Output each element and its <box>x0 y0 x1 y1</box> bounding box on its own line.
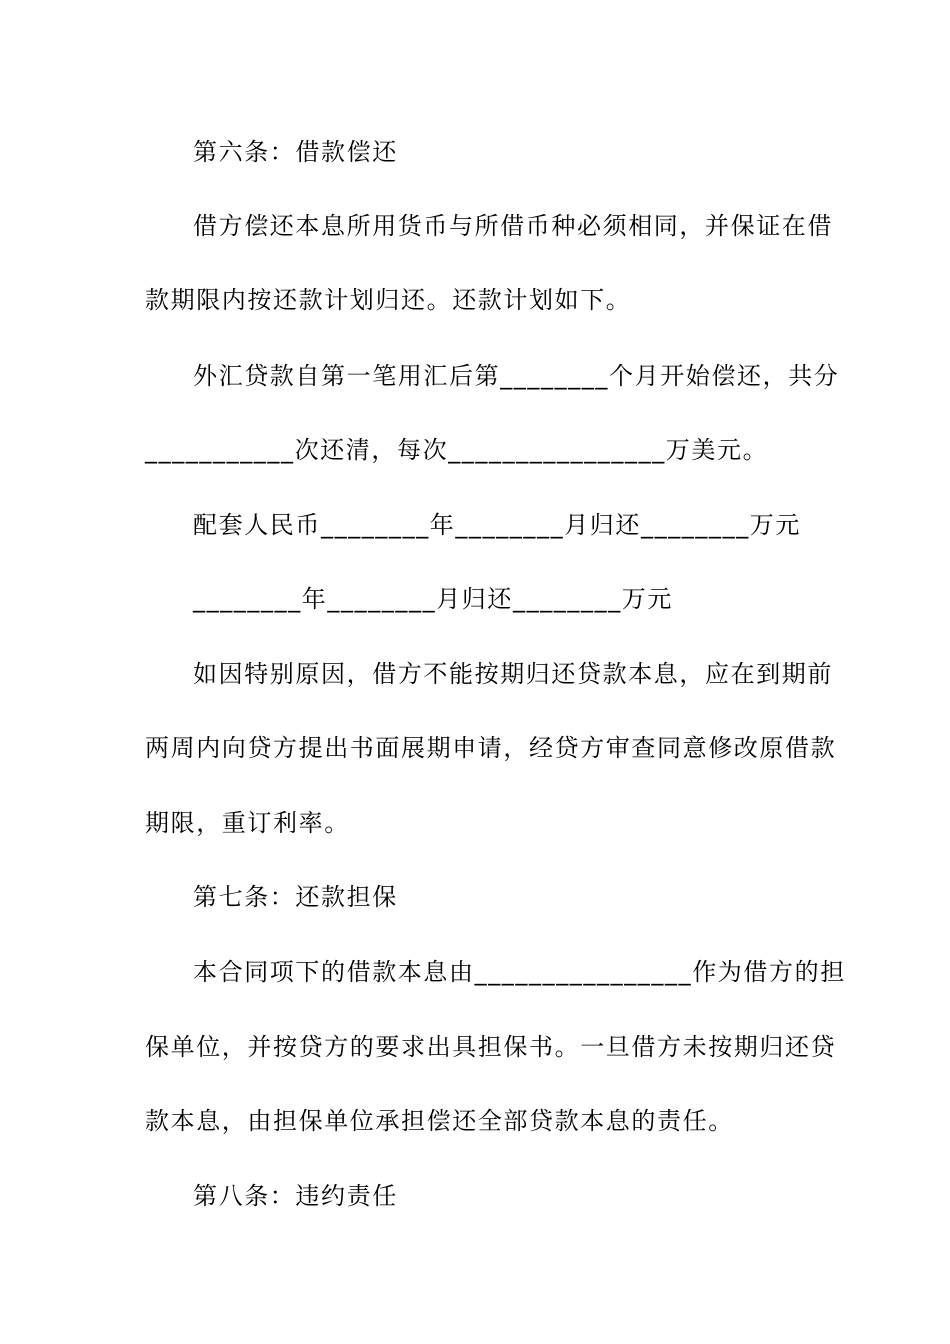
paragraph-line: 配套人民币________年________月归还________万元 <box>193 511 801 539</box>
paragraph-line: 本合同项下的借款本息由________________作为借方的担 <box>193 958 846 986</box>
section-heading-article-7: 第七条：还款担保 <box>193 883 398 911</box>
paragraph-line: ________年________月归还________万元 <box>193 585 673 613</box>
paragraph-line: 外汇贷款自第一笔用汇后第________个月开始偿还，共分 <box>193 362 840 390</box>
paragraph-line: 期限，重订利率。 <box>145 809 350 837</box>
paragraph-line: ___________次还清，每次________________万美元。 <box>145 436 769 464</box>
paragraph-line: 款本息，由担保单位承担偿还全部贷款本息的责任。 <box>145 1107 734 1135</box>
paragraph-line: 借方偿还本息所用货币与所借币种必须相同，并保证在借 <box>193 212 833 240</box>
paragraph-line: 两周内向贷方提出书面展期申请，经贷方审查同意修改原借款 <box>145 734 837 762</box>
section-heading-article-8: 第八条：违约责任 <box>193 1182 398 1210</box>
paragraph-line: 款期限内按还款计划归还。还款计划如下。 <box>145 286 632 314</box>
paragraph-line: 保单位，并按贷方的要求出具担保书。一旦借方未按期归还贷 <box>145 1033 837 1061</box>
section-heading-article-6: 第六条：借款偿还 <box>193 138 398 166</box>
paragraph-line: 如因特别原因，借方不能按期归还贷款本息，应在到期前 <box>193 660 833 688</box>
